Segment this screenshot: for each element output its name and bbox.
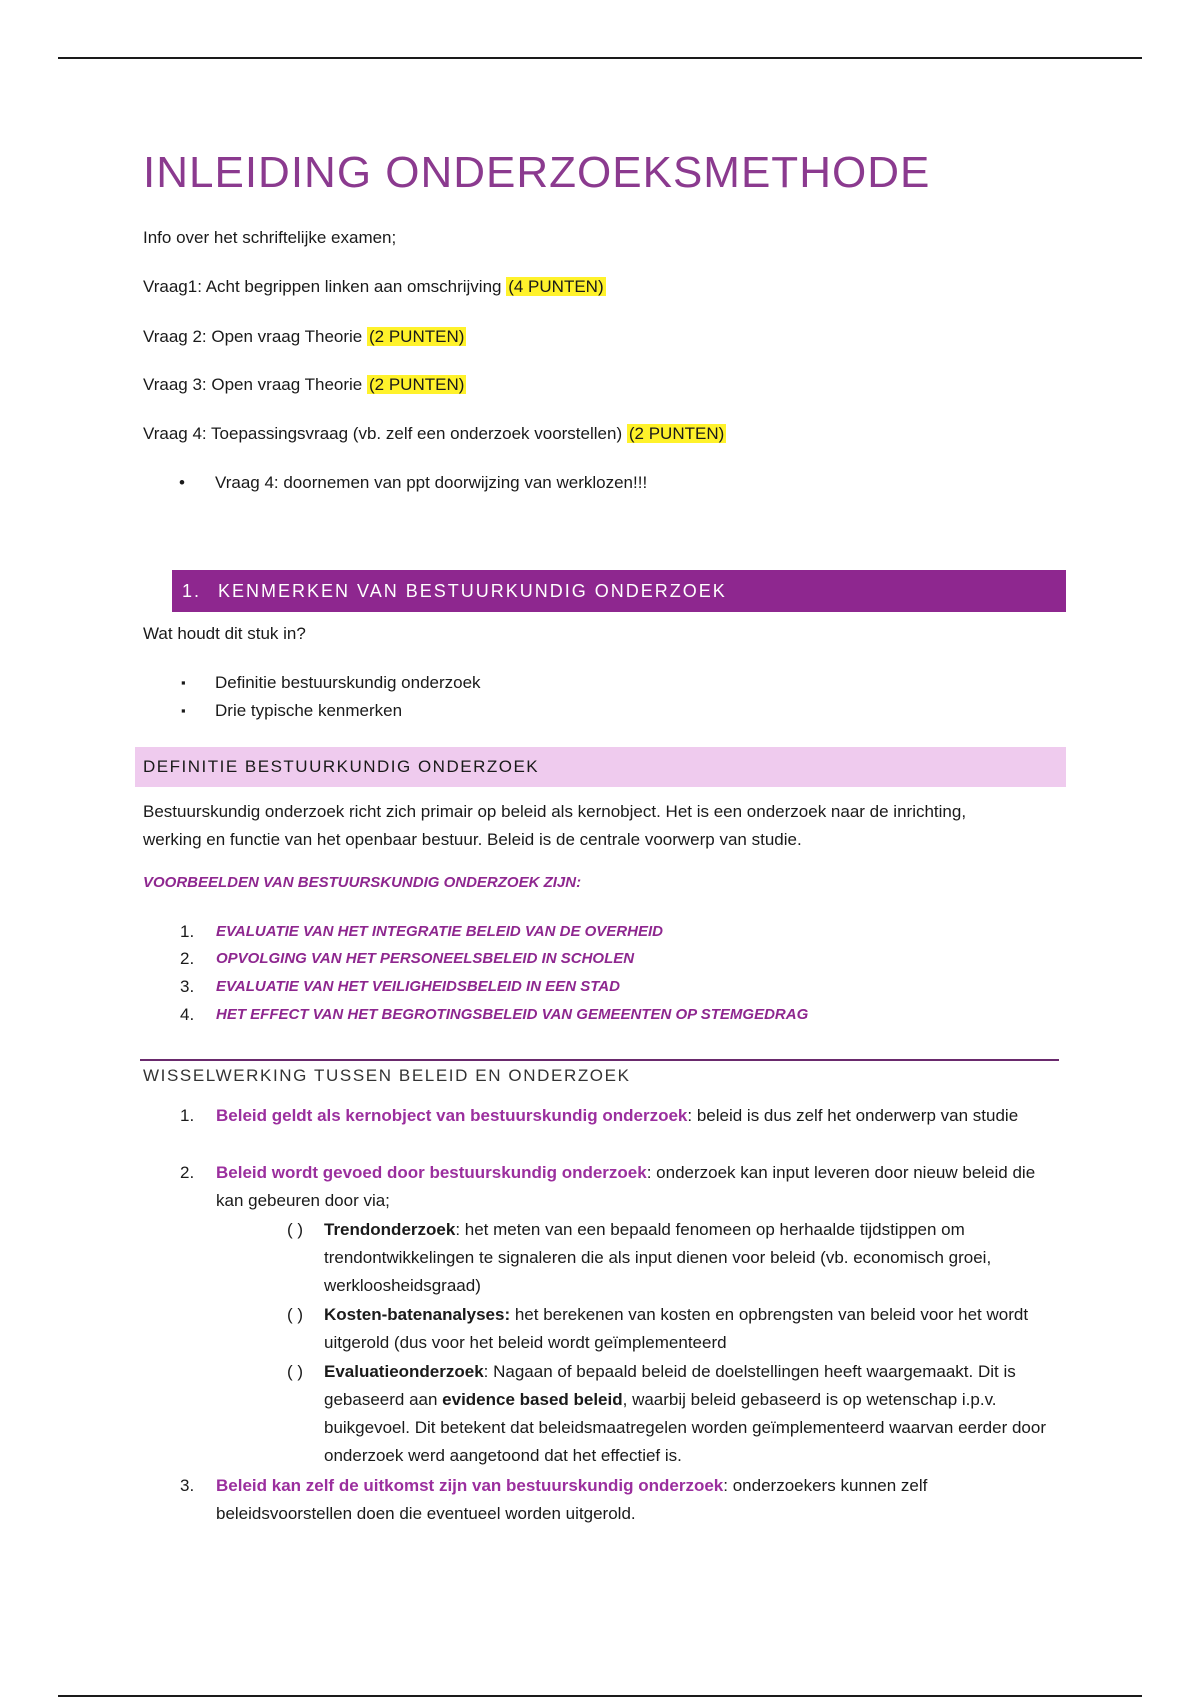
example-number: 2.: [180, 949, 195, 968]
sub-item-emphasis: evidence based beleid: [442, 1390, 623, 1409]
section-title: KENMERKEN VAN BESTUURKUNDIG ONDERZOEK: [218, 581, 727, 601]
question-3: [143, 374, 466, 396]
question-1: [143, 276, 606, 298]
example-text: OPVOLGING VAN HET PERSONEELSBELEID IN SCHOLEN: [216, 950, 635, 967]
points-badge: (4 PUNTEN): [508, 277, 604, 296]
example-text: HET EFFECT VAN HET BEGROTINGSBELEID VAN GEMEENTEN OP STEMGEDRAG: [216, 1006, 809, 1023]
question-2: [143, 326, 466, 348]
list-item-text: Drie typische kenmerken: [215, 701, 403, 720]
item-rest: : onderzoek kan input leveren door nieuw beleid die kan gebeuren door via;: [216, 1163, 1036, 1210]
definition-paragraph: [143, 798, 966, 854]
page-bottom-rule: [58, 1695, 1142, 1697]
page-top-rule: [58, 57, 1142, 59]
sub-item-term: Kosten-batenanalyses:: [324, 1305, 511, 1324]
question-text: Vraag 2: Open vraag Theorie: [143, 327, 363, 346]
square-bullet-icon: ▪: [181, 675, 186, 690]
sub-item-rest: : het meten van een bepaald fenomeen op herhaalde tijdstippen om trendontwikkelingen te signaleren die als input dienen voor beleid (vb. economisch groei, werkloosheidsgraad): [324, 1220, 992, 1295]
item-lead: Beleid kan zelf de uitkomst zijn van bestuurskundig onderzoek: [216, 1476, 724, 1495]
item-rest: : onderzoekers kunnen zelf beleidsvoorstellen doen die eventueel worden uitgerold.: [216, 1476, 928, 1523]
sub-item-text: [324, 1216, 1069, 1300]
question-4: [143, 423, 726, 445]
sub-item-rest: , waarbij beleid gebaseerd is op wetenschap i.p.v. buikgevoel. Dit betekent dat beleidsmaatregelen worden geïmplementeerd waarvan eerder door onderzoek werd aangetoond dat het effectief is.: [324, 1390, 1046, 1465]
list-item-text: Definitie bestuurskundig onderzoek: [215, 673, 481, 692]
item-text: [216, 1102, 1066, 1130]
example-text: EVALUATIE VAN HET INTEGRATIE BELEID VAN DE OVERHEID: [216, 923, 663, 940]
example-number: 3.: [180, 977, 195, 996]
sub-item-rest: : Nagaan of bepaald beleid de doelstellingen heeft waargemaakt. Dit is gebaseerd aan: [324, 1362, 1016, 1409]
points-badge: (2 PUNTEN): [368, 375, 465, 394]
definition-line: werking en functie van het openbaar bestuur. Beleid is de centrale voorwerp van studie.: [143, 830, 802, 849]
item-text: [216, 1159, 1066, 1215]
example-number: 4.: [180, 1005, 195, 1024]
checkbox-marker-icon: ( ): [287, 1220, 304, 1239]
interaction-heading: WISSELWERKING TUSSEN BELEID EN ONDERZOEK: [143, 1066, 631, 1085]
sub-item-text: [324, 1358, 1069, 1470]
example-text: EVALUATIE VAN HET VEILIGHEIDSBELEID IN EEN STAD: [216, 978, 620, 995]
sub-item-term: Evaluatieonderzoek: [324, 1362, 484, 1381]
points-badge: (2 PUNTEN): [628, 424, 725, 443]
section-number: 1.: [182, 581, 202, 601]
subsection-rule: [140, 1059, 1059, 1061]
section-question: Wat houdt dit stuk in?: [143, 624, 306, 643]
sub-item-rest: het berekenen van kosten en opbrengsten van beleid voor het wordt uitgerold (dus voor het beleid wordt geïmplementeerd: [324, 1305, 1029, 1352]
definition-line: Bestuurskundig onderzoek richt zich primair op beleid als kernobject. Het is een onderzoek naar de inrichting,: [143, 802, 967, 821]
sub-item-term: Trendonderzoek: [324, 1220, 456, 1239]
bullet-dot-icon: •: [179, 473, 185, 492]
checkbox-marker-icon: ( ): [287, 1362, 304, 1381]
page-title: INLEIDING ONDERZOEKSMETHODE: [143, 148, 931, 197]
question-text: Vraag 4: Toepassingsvraag (vb. zelf een onderzoek voorstellen): [143, 424, 623, 443]
examples-heading: VOORBEELDEN VAN BESTUURSKUNDIG ONDERZOEK ZIJN:: [143, 874, 582, 891]
item-lead: Beleid wordt gevoed door bestuurskundig onderzoek: [216, 1163, 647, 1182]
example-number: 1.: [180, 922, 195, 941]
definition-heading: DEFINITIE BESTUURKUNDIG ONDERZOEK: [135, 747, 1066, 787]
square-bullet-icon: ▪: [181, 703, 186, 718]
section-1-heading: [172, 570, 1066, 612]
points-badge: (2 PUNTEN): [368, 327, 465, 346]
item-number: 3.: [180, 1476, 195, 1495]
question-text: Vraag1: Acht begrippen linken aan omschrijving: [143, 277, 502, 296]
note-text: Vraag 4: doornemen van ppt doorwijzing van werklozen!!!: [215, 473, 648, 492]
question-text: Vraag 3: Open vraag Theorie: [143, 375, 363, 394]
intro-text: Info over het schriftelijke examen;: [143, 228, 397, 247]
item-rest: : beleid is dus zelf het onderwerp van studie: [687, 1106, 1019, 1125]
checkbox-marker-icon: ( ): [287, 1305, 304, 1324]
item-lead: Beleid geldt als kernobject van bestuurskundig onderzoek: [216, 1106, 688, 1125]
item-number: 2.: [180, 1163, 195, 1182]
item-text: [216, 1472, 1066, 1528]
item-number: 1.: [180, 1106, 195, 1125]
sub-item-text: [324, 1301, 1069, 1357]
